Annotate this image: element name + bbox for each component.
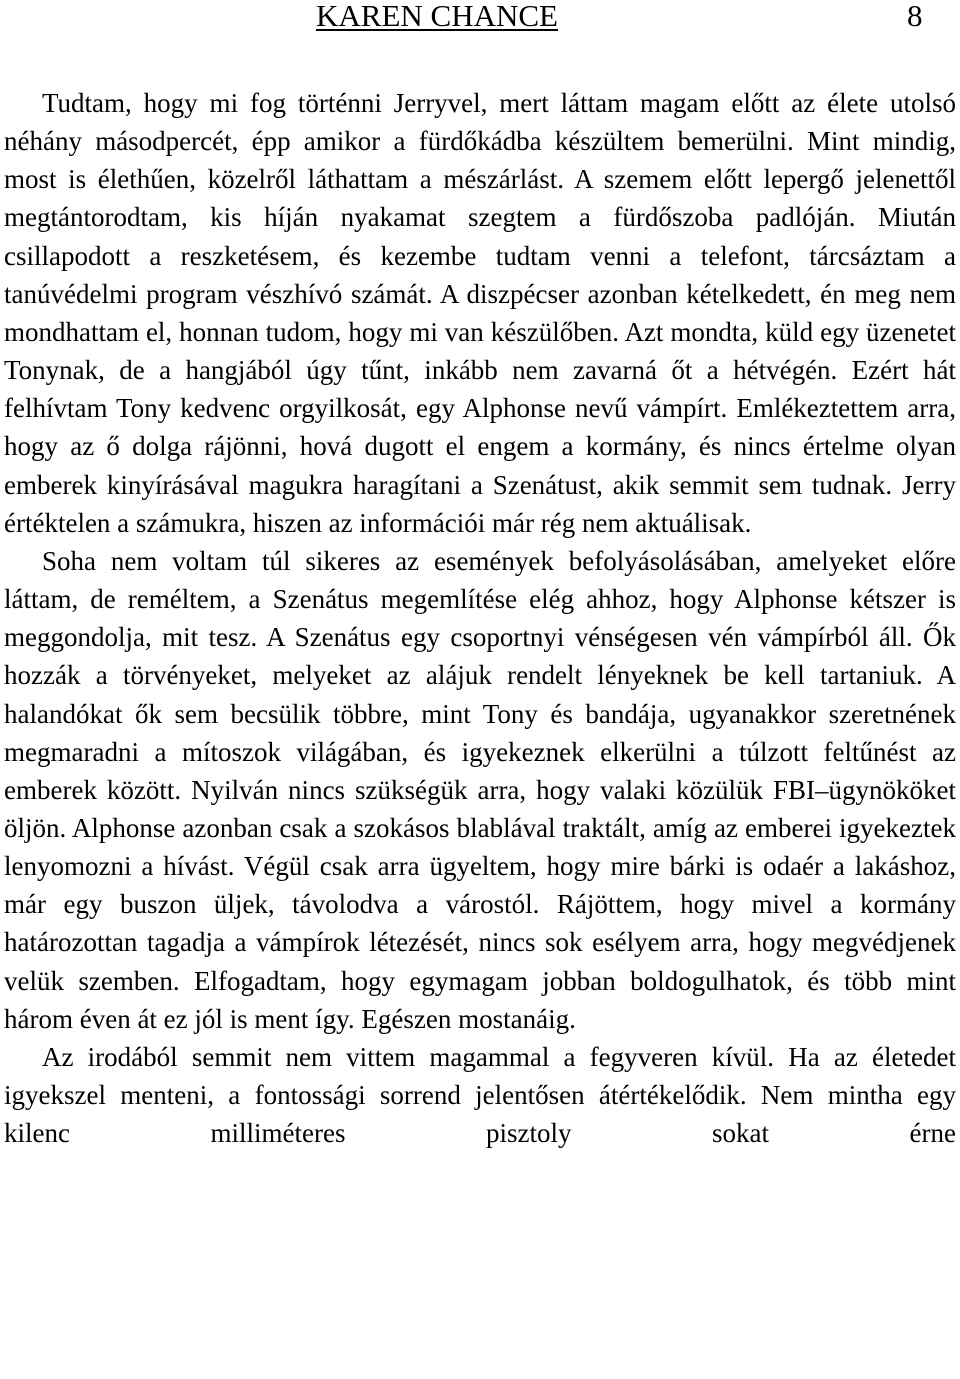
paragraph-3: Az irodából semmit nem vittem magammal a fegyveren kívül. Ha az életedet igyekszel menteni, a fontossági sorrend jelentősen átértékelődik. Nem mintha egy kilenc milliméteres pisztoly sokat érne xyxy=(4,1041,956,1149)
running-title: KAREN CHANCE xyxy=(316,0,558,33)
body-text xyxy=(4,84,956,1152)
paragraph-1: Tudtam, hogy mi fog történni Jerryvel, mert láttam magam előtt az élete utolsó néhány másodpercét, épp amikor a fürdőkádba készültem bemerülni. Mint mindig, most is élethűen, közelről láthattam a mészárlást. A szemem előtt lepergő jelenettől megtántorodtam, kis híján nyakamat szegtem a fürdőszoba padlóján. Miután csillapodott a reszketésem, és kezembe tudtam venni a telefont, tárcsáztam a tanúvédelmi program vészhívó számát. A diszpécser azonban kételkedett, én meg nem mondhattam el, honnan tudom, hogy mi van készülőben. Azt mondta, küld egy üzenetet Tonynak, de a hangjából úgy tűnt, inkább nem zavarná őt a hétvégén. Ezért hát felhívtam Tony kedvenc orgyilkosát, egy Alphonse nevű vámpírt. Emlékeztettem arra, hogy az ő dolga rájönni, hová dugott el engem a kormány, és nincs értelme olyan emberek kinyírásával magukra haragítani a Szenátust, akik semmit sem tudnak. Jerry értéktelen a számukra, hiszen az információi már rég nem aktuálisak. xyxy=(4,88,956,538)
paragraph-2: Soha nem voltam túl sikeres az események befolyásolásában, amelyeket előre láttam, de reméltem, a Szenátus megemlítése elég ahhoz, hogy Alphonse kétszer is meggondolja, mit tesz. A Szenátus egy csoportnyi vénségesen vén vámpírból áll. Ők hozzák a törvényeket, melyeket az alájuk rendelt lényeknek be kell tartaniuk. A halandókat ők sem becsülik többre, mint Tony és bandája, ugyanakkor szeretnének megmaradni a mítoszok világában, és igyekeznek elkerülni a túlzott feltűnést az emberek között. Nyilván nincs szükségük arra, hogy valaki közülük FBI–ügynököket öljön. Alphonse azonban csak a szokásos blablával traktált, amíg az emberei igyekeztek lenyomozni a hívást. Végül csak arra ügyeltem, hogy mire bárki is odaér a lakáshoz, már egy buszon üljek, távolodva a várostól. Rájöttem, hogy mivel a kormány határozottan tagadja a vámpírok létezését, nincs sok esélyem arra, hogy megvédjenek velük szemben. Elfogadtam, hogy egymagam jobban boldogulhatok, és több mint három éven át ez jól is ment így. Egészen mostanáig. xyxy=(4,545,956,1034)
page-header xyxy=(0,0,960,36)
page-number: 8 xyxy=(907,0,923,33)
